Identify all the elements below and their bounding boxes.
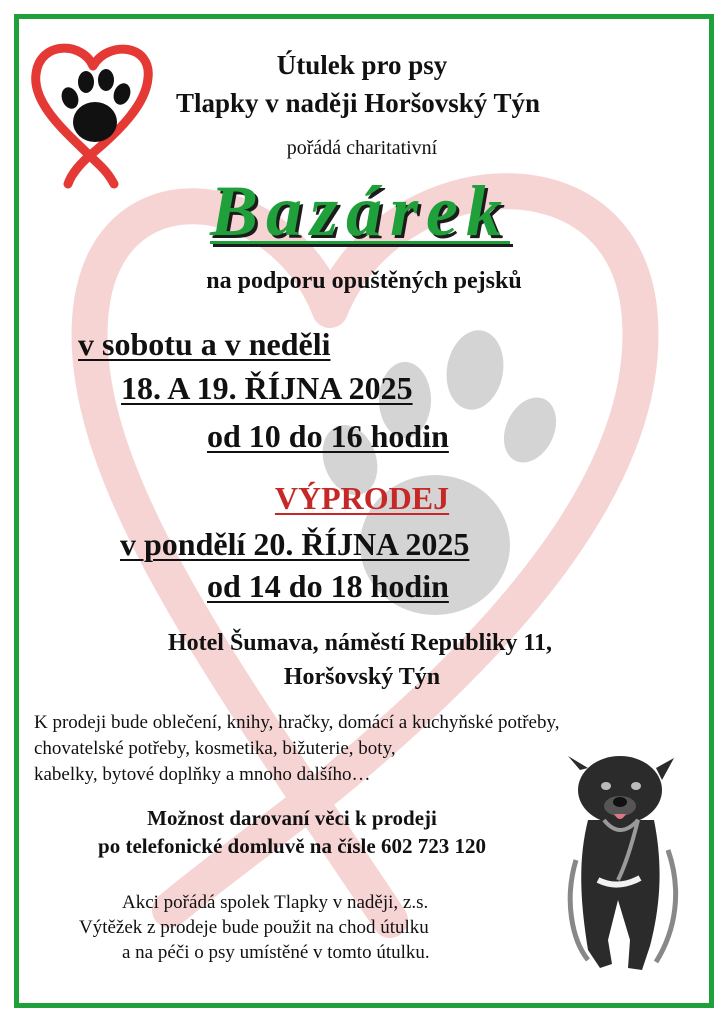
items-line: chovatelské potřeby, kosmetika, bižuterie, boty, [34, 738, 396, 759]
organizes-text: pořádá charitativní [286, 137, 438, 159]
dog-illustration [558, 750, 688, 980]
footer-proceeds: Výtěžek z prodeje bude použit na chod útulku [79, 917, 429, 938]
items-description [34, 710, 560, 788]
poster-title: Bazárek [209, 171, 511, 251]
footer-organizer: Akci pořádá spolek Tlapky v naději, z.s. [122, 892, 429, 913]
poster-subtitle: na podporu opuštěných pejsků [206, 268, 522, 294]
weekend-dates: 18. A 19. ŘÍJNA 2025 [121, 370, 413, 406]
venue-town: Horšovský Týn [283, 664, 441, 690]
footer-care: a na péči o psy umístěné v tomto útulku. [122, 942, 430, 963]
sale-label: VÝPRODEJ [274, 480, 450, 516]
donation-phone: po telefonické domluvě na čísle 602 723 120 [98, 834, 486, 858]
shelter-name: Útulek pro psy [276, 50, 448, 80]
weekend-days: v sobotu a v neděli [78, 326, 331, 362]
shelter-full-name: Tlapky v naději Horšovský Týn [175, 88, 541, 118]
weekend-hours: od 10 do 16 hodin [207, 418, 449, 454]
sale-date: v pondělí 20. ŘÍJNA 2025 [120, 526, 470, 562]
venue-address: Hotel Šumava, náměstí Republiky 11, [167, 630, 553, 656]
items-line: kabelky, bytové doplňky a mnoho dalšího… [34, 764, 371, 785]
donation-heading: Možnost darovaní věci k prodeji [147, 806, 437, 830]
items-line: K prodeji bude oblečení, knihy, hračky, domácí a kuchyňské potřeby, [34, 712, 560, 733]
sale-hours: od 14 do 18 hodin [207, 568, 449, 604]
